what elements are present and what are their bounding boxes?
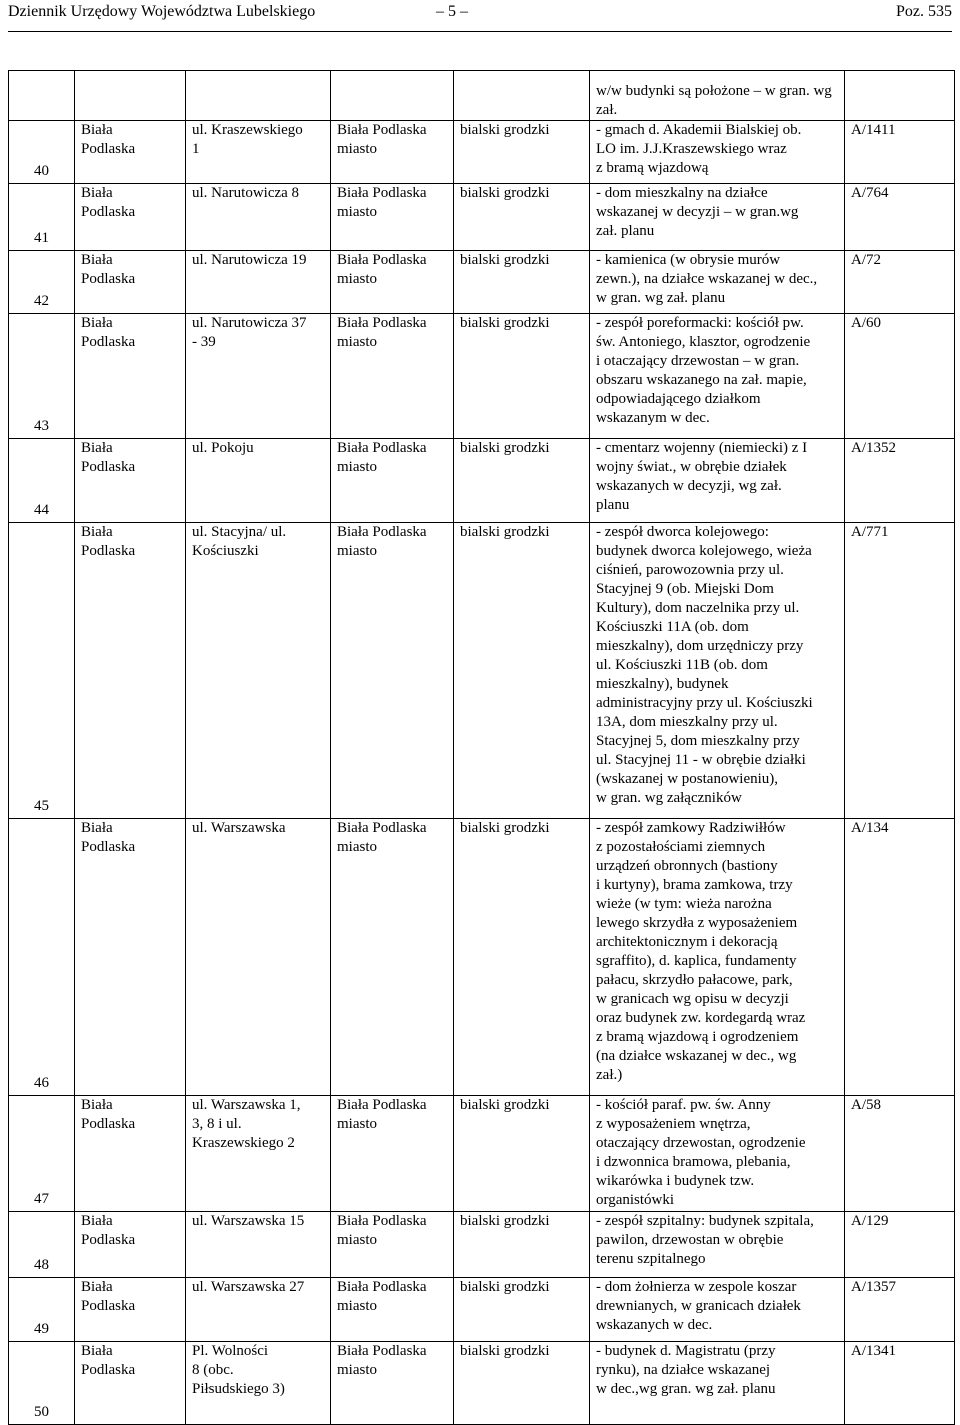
- description: - zespół szpitalny: budynek szpitala, pawilon, drzewostan w obrębie terenu szpitalnego: [590, 1212, 845, 1278]
- municipality: Biała Podlaska miasto: [331, 1212, 454, 1278]
- register-number: A/1352: [845, 439, 955, 523]
- municipality: Biała Podlaska miasto: [331, 439, 454, 523]
- district: bialski grodzki: [454, 1342, 590, 1425]
- page-header: [0, 0, 960, 40]
- address: ul. Warszawska: [186, 819, 331, 1096]
- place-name: Biała Podlaska: [75, 121, 186, 184]
- address: ul. Pokoju: [186, 439, 331, 523]
- address: ul. Stacyjna/ ul. Kościuszki: [186, 523, 331, 819]
- description: - kamienica (w obrysie murów zewn.), na działce wskazanej w dec., w gran. wg zał. planu: [590, 251, 845, 314]
- row-number: 47: [9, 1096, 75, 1212]
- row-number: 50: [9, 1342, 75, 1425]
- description: - dom mieszkalny na działce wskazanej w decyzji – w gran.wg zał. planu: [590, 184, 845, 251]
- table-row: [9, 184, 955, 251]
- district: bialski grodzki: [454, 184, 590, 251]
- continued-row: [9, 71, 955, 121]
- place-name: Biała Podlaska: [75, 523, 186, 819]
- municipality: Biała Podlaska miasto: [331, 314, 454, 439]
- row-number: 48: [9, 1212, 75, 1278]
- header-rule: [8, 31, 952, 32]
- place-name: Biała Podlaska: [75, 1278, 186, 1342]
- municipality: Biała Podlaska miasto: [331, 523, 454, 819]
- description: - kościół paraf. pw. św. Anny z wyposażeniem wnętrza, otaczający drzewostan, ogrodzenie i dzwonnica bramowa, plebania, wikarówka i budynek tzw. organistówki: [590, 1096, 845, 1212]
- page-number: – 5 –: [436, 3, 468, 20]
- municipality: Biała Podlaska miasto: [331, 1096, 454, 1212]
- place-name: Biała Podlaska: [75, 1212, 186, 1278]
- table-row: [9, 1096, 955, 1212]
- register-number: A/58: [845, 1096, 955, 1212]
- table-row: [9, 523, 955, 819]
- register-number: A/1341: [845, 1342, 955, 1425]
- register-number: A/1411: [845, 121, 955, 184]
- address: ul. Narutowicza 8: [186, 184, 331, 251]
- register-number: A/764: [845, 184, 955, 251]
- row-number: 49: [9, 1278, 75, 1342]
- address: ul. Narutowicza 37 - 39: [186, 314, 331, 439]
- municipality: Biała Podlaska miasto: [331, 1278, 454, 1342]
- monument-register-table: [8, 70, 955, 1425]
- register-number: A/771: [845, 523, 955, 819]
- row-number: 41: [9, 184, 75, 251]
- register-number: A/1357: [845, 1278, 955, 1342]
- place-name: Biała Podlaska: [75, 251, 186, 314]
- row-number: 46: [9, 819, 75, 1096]
- journal-title: Dziennik Urzędowy Województwa Lubelskiego: [8, 3, 316, 20]
- district: bialski grodzki: [454, 314, 590, 439]
- table-row: [9, 439, 955, 523]
- row-number: 42: [9, 251, 75, 314]
- table-row: [9, 819, 955, 1096]
- row-number: 45: [9, 523, 75, 819]
- district: bialski grodzki: [454, 121, 590, 184]
- address: ul. Kraszewskiego 1: [186, 121, 331, 184]
- municipality: Biała Podlaska miasto: [331, 251, 454, 314]
- continued-note: w/w budynki są położone – w gran. wg zał.: [590, 71, 845, 121]
- table-row: [9, 1342, 955, 1425]
- table-row: [9, 1278, 955, 1342]
- table-row: [9, 314, 955, 439]
- table-row: [9, 251, 955, 314]
- place-name: Biała Podlaska: [75, 1342, 186, 1425]
- district: bialski grodzki: [454, 251, 590, 314]
- district: bialski grodzki: [454, 1212, 590, 1278]
- place-name: Biała Podlaska: [75, 439, 186, 523]
- table-row: [9, 121, 955, 184]
- district: bialski grodzki: [454, 439, 590, 523]
- municipality: Biała Podlaska miasto: [331, 184, 454, 251]
- description: - zespół zamkowy Radziwiłłów z pozostałościami ziemnych urządzeń obronnych (bastiony i kurtyny), brama zamkowa, trzy wieże (w tym: wieża narożna lewego skrzydła z wyposażeniem architektonicznym i dekoracją sgraffito), d. kaplica, fundamenty pałacu, skrzydło pałacowe, park, w granicach wg opisu w decyzji oraz budynek zw. kordegardą wraz z bramą wjazdową i ogrodzeniem (na działce wskazanej w dec., wg zał.): [590, 819, 845, 1096]
- place-name: Biała Podlaska: [75, 819, 186, 1096]
- place-name: Biała Podlaska: [75, 1096, 186, 1212]
- row-number: 40: [9, 121, 75, 184]
- district: bialski grodzki: [454, 523, 590, 819]
- address: ul. Narutowicza 19: [186, 251, 331, 314]
- address: Pl. Wolności 8 (obc. Piłsudskiego 3): [186, 1342, 331, 1425]
- description: - cmentarz wojenny (niemiecki) z I wojny świat., w obrębie działek wskazanych w decyzji, wg zał. planu: [590, 439, 845, 523]
- description: - gmach d. Akademii Bialskiej ob. LO im. J.J.Kraszewskiego wraz z bramą wjazdową: [590, 121, 845, 184]
- municipality: Biała Podlaska miasto: [331, 1342, 454, 1425]
- description: - zespół poreformacki: kościół pw. św. Antoniego, klasztor, ogrodzenie i otaczający drzewostan – w gran. obszaru wskazanego na zał. mapie, odpowiadającego działkom wskazanym w dec.: [590, 314, 845, 439]
- register-number: A/129: [845, 1212, 955, 1278]
- address: ul. Warszawska 1, 3, 8 i ul. Kraszewskiego 2: [186, 1096, 331, 1212]
- municipality: Biała Podlaska miasto: [331, 121, 454, 184]
- description: - budynek d. Magistratu (przy rynku), na działce wskazanej w dec.,wg gran. wg zał. planu: [590, 1342, 845, 1425]
- row-number: 44: [9, 439, 75, 523]
- municipality: Biała Podlaska miasto: [331, 819, 454, 1096]
- address: ul. Warszawska 15: [186, 1212, 331, 1278]
- place-name: Biała Podlaska: [75, 184, 186, 251]
- place-name: Biała Podlaska: [75, 314, 186, 439]
- address: ul. Warszawska 27: [186, 1278, 331, 1342]
- district: bialski grodzki: [454, 1278, 590, 1342]
- register-number: A/60: [845, 314, 955, 439]
- register-number: A/72: [845, 251, 955, 314]
- description: - dom żołnierza w zespole koszar drewnianych, w granicach działek wskazanych w dec.: [590, 1278, 845, 1342]
- district: bialski grodzki: [454, 1096, 590, 1212]
- table-row: [9, 1212, 955, 1278]
- register-number: A/134: [845, 819, 955, 1096]
- row-number: 43: [9, 314, 75, 439]
- description: - zespół dworca kolejowego: budynek dworca kolejowego, wieża ciśnień, parowozownia przy ul. Stacyjnej 9 (ob. Miejski Dom Kultury), dom naczelnika przy ul. Kościuszki 11A (ob. dom mieszkalny), dom urzędniczy przy ul. Kościuszki 11B (ob. dom mieszkalny), budynek administracyjny przy ul. Kościuszki 13A, dom mieszkalny przy ul. Stacyjnej 5, dom mieszkalny przy ul. Stacyjnej 11 - w obrębie działki (wskazanej w postanowieniu), w gran. wg załączników: [590, 523, 845, 819]
- position-number: Poz. 535: [896, 3, 952, 20]
- district: bialski grodzki: [454, 819, 590, 1096]
